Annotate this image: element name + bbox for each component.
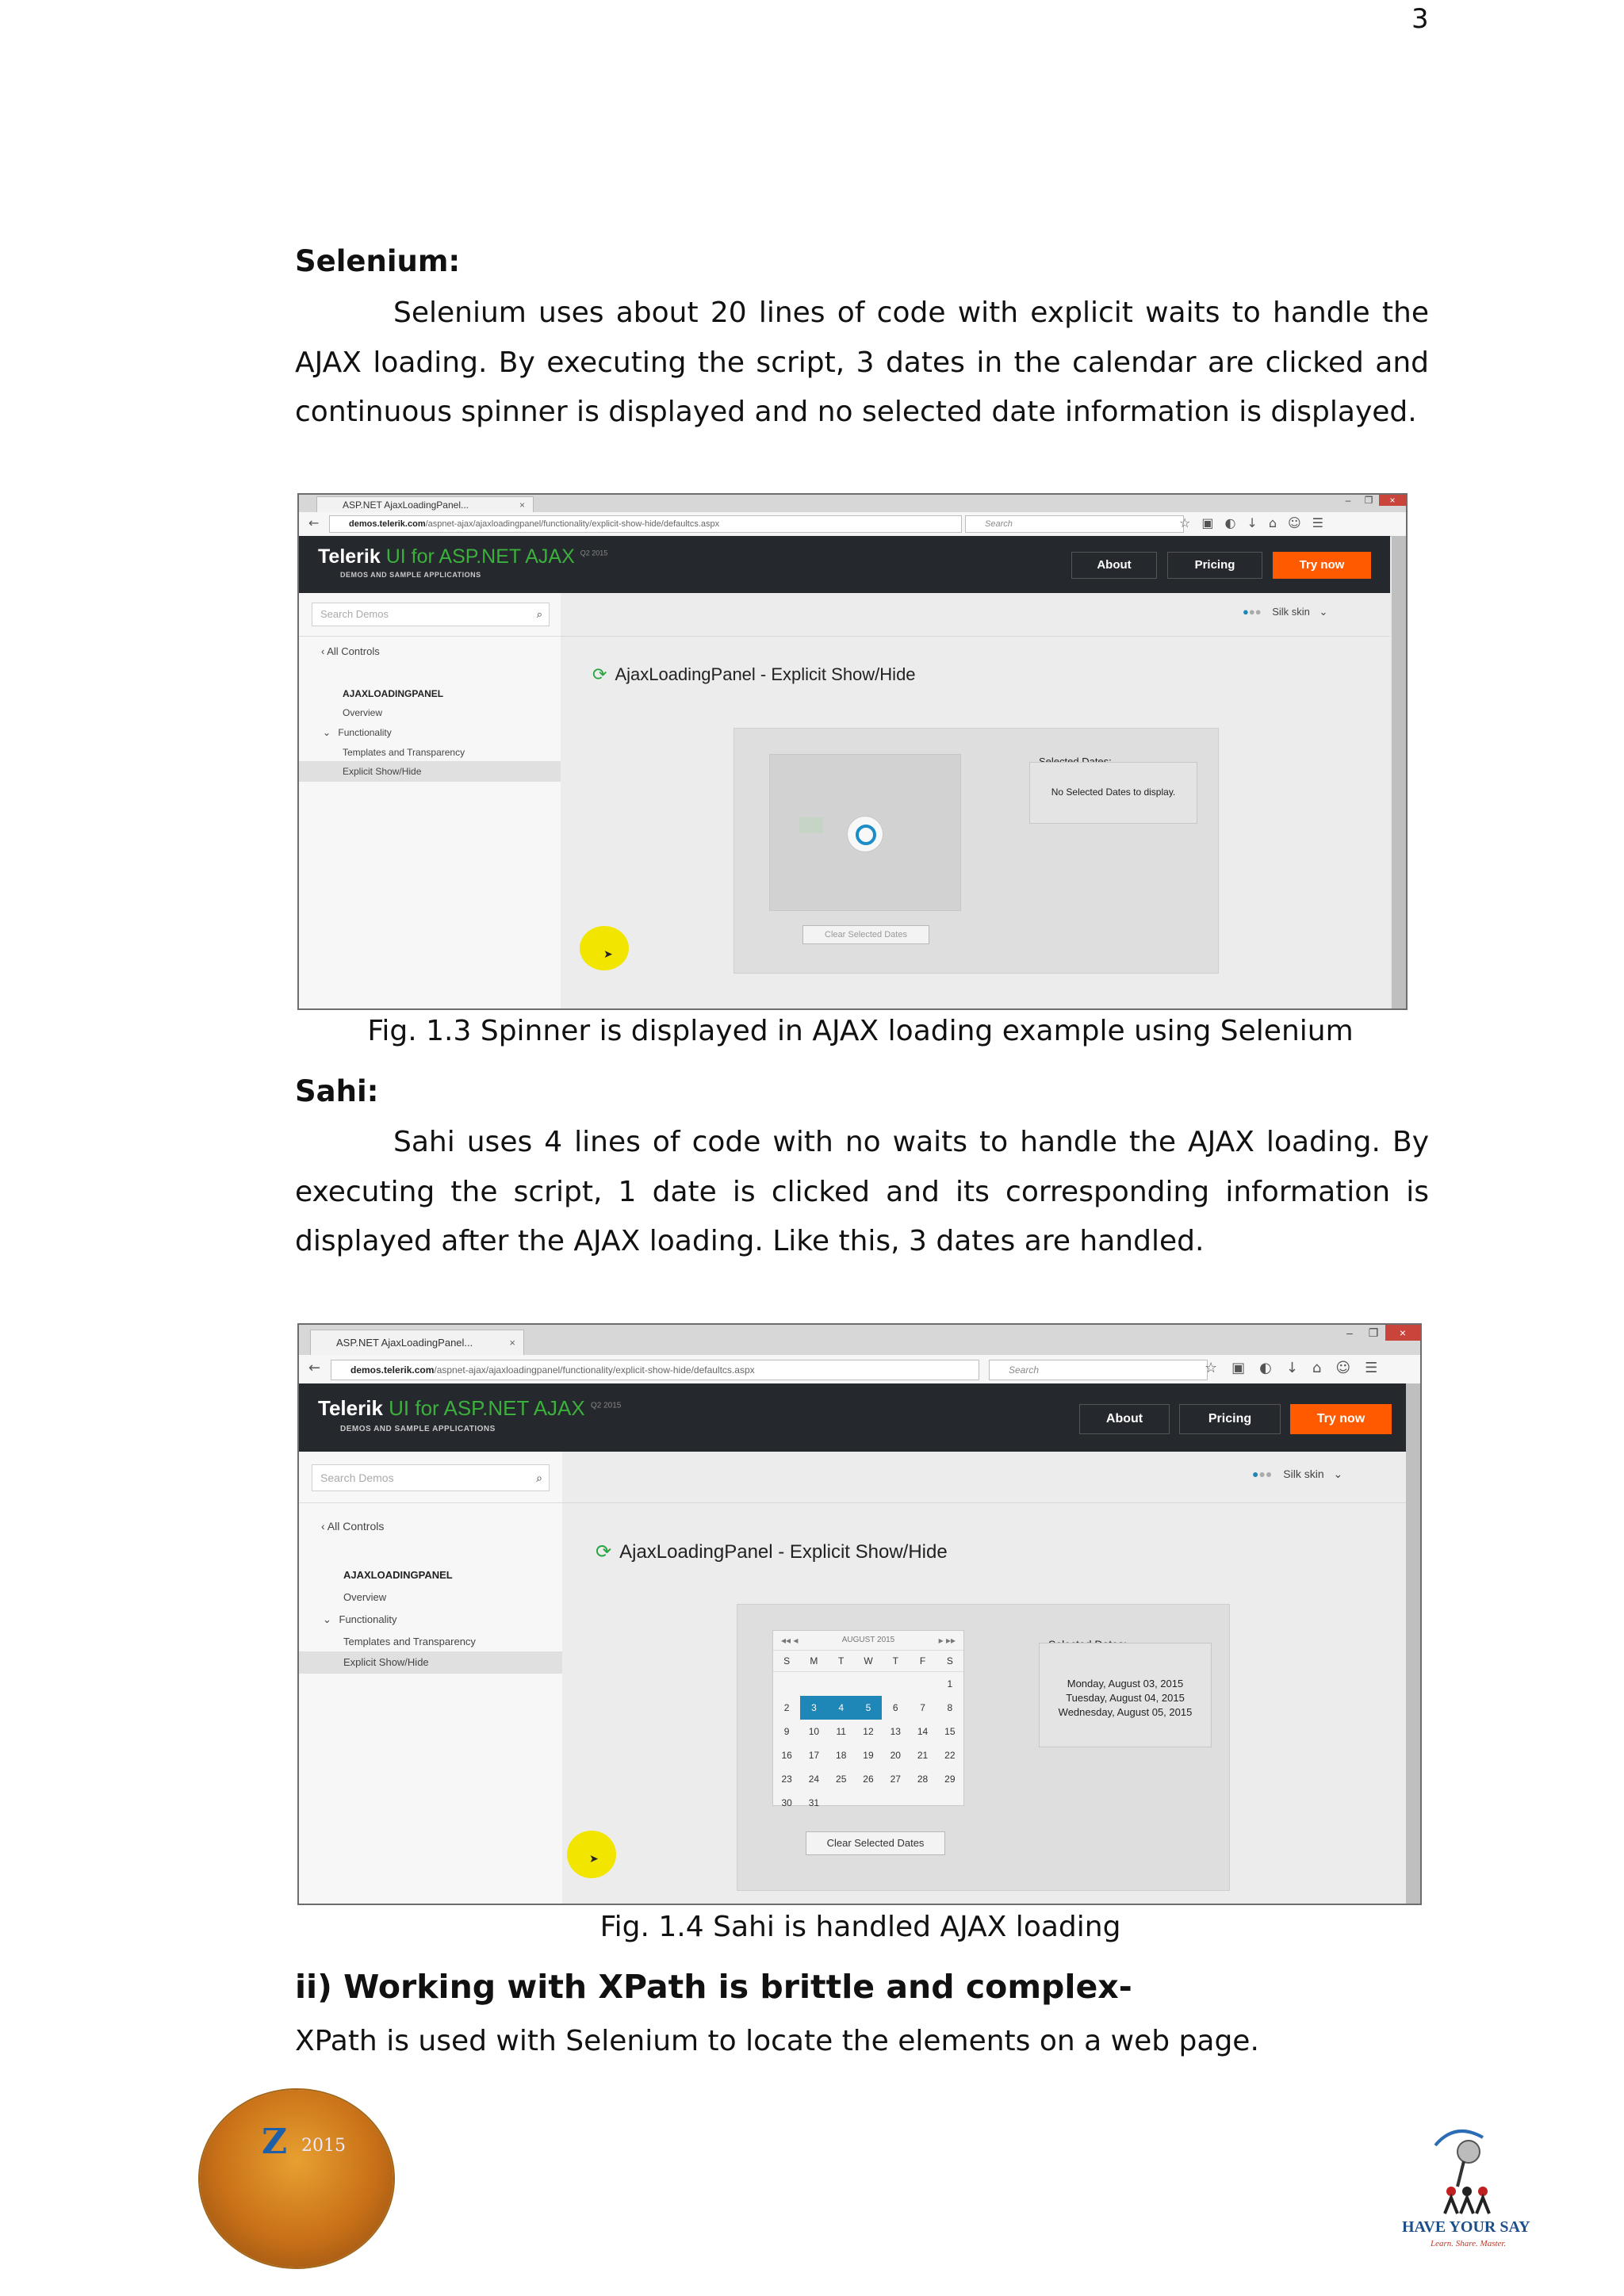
calendar-weekday: T — [828, 1651, 855, 1672]
calendar-weekday: M — [800, 1651, 827, 1672]
url-path: /aspnet-ajax/ajaxloadingpanel/functionality/explicit-show-hide/defaultcs.aspx — [425, 519, 720, 529]
browser-tab-bar — [299, 1325, 1420, 1355]
demo-panel — [733, 728, 1219, 974]
clear-selected-dates-button[interactable]: Clear Selected Dates — [806, 1831, 945, 1855]
calendar-month: AUGUST 2015 — [841, 1636, 895, 1644]
calendar-day[interactable]: 31 — [808, 1797, 820, 1808]
logo-subtitle: DEMOS AND SAMPLE APPLICATIONS — [340, 571, 481, 579]
calendar-day[interactable]: 27 — [890, 1774, 901, 1785]
browser-search-input[interactable]: Search — [965, 515, 1184, 533]
demo-title-text: AjaxLoadingPanel - Explicit Show/Hide — [619, 1541, 948, 1563]
figure-1-3-caption: Fig. 1.3 Spinner is displayed in AJAX loading example using Selenium — [367, 1015, 1354, 1047]
url-host: demos.telerik.com — [349, 519, 426, 529]
selenium-paragraph — [295, 289, 1429, 438]
close-tab-icon[interactable]: × — [519, 499, 525, 511]
scrollbar[interactable] — [1406, 1383, 1420, 1904]
skin-label: Silk skin — [1272, 606, 1310, 618]
calendar-weekday: T — [882, 1651, 909, 1672]
calendar-day[interactable]: 8 — [947, 1702, 953, 1713]
calendar-body — [773, 1672, 963, 1816]
calendar-day[interactable]: 11 — [836, 1726, 846, 1737]
xpath-paragraph: XPath is used with Selenium to locate the elements on a web page. — [295, 2025, 1259, 2057]
calendar-day[interactable]: 9 — [783, 1726, 790, 1737]
sidebar-search-input[interactable] — [312, 603, 550, 626]
calendar-week-row — [773, 1767, 963, 1791]
calendar-day[interactable]: 20 — [890, 1750, 901, 1761]
telerik-header — [299, 1383, 1406, 1452]
calendar-day[interactable]: 22 — [944, 1750, 956, 1761]
chevron-down-icon: ⌄ — [323, 727, 334, 738]
sidebar-search-input[interactable] — [312, 1464, 550, 1491]
calendar-day[interactable]: 10 — [808, 1726, 820, 1737]
skin-dots-icon: ● — [1243, 606, 1249, 618]
url-host: demos.telerik.com — [350, 1364, 435, 1376]
calendar-empty-cell — [773, 1672, 800, 1697]
sidebar-divider — [299, 1502, 562, 1503]
calendar-empty-cell — [855, 1791, 882, 1815]
calendar-week-row — [773, 1720, 963, 1743]
calendar-day[interactable]: 1 — [947, 1678, 953, 1689]
demo-sidebar — [299, 1452, 563, 1904]
search-icon[interactable]: ⌕ — [536, 1471, 542, 1484]
content-divider — [562, 1502, 1406, 1503]
skin-selector[interactable]: ●●● Silk skin ⌄ — [1252, 1468, 1343, 1480]
browser-toolbar — [299, 1355, 1420, 1384]
logo-subtitle: DEMOS AND SAMPLE APPLICATIONS — [340, 1425, 496, 1433]
calendar-day[interactable]: 25 — [836, 1774, 847, 1785]
sidebar-item-templates[interactable]: Templates and Transparency — [343, 1636, 476, 1647]
content-divider — [561, 636, 1390, 637]
refresh-icon: ⟳ — [592, 664, 607, 684]
demo-content — [562, 1452, 1406, 1904]
microphone-people-icon — [1396, 2122, 1538, 2217]
sidebar-section-title: AJAXLOADINGPANEL — [343, 1569, 453, 1581]
selenium-paragraph-text: Selenium uses about 20 lines of code with explicit waits to handle the AJAX loading. By executing the script, 3 dates in the calendar are clicked and continuous spinner is displayed and no selected date information is displayed. — [295, 297, 1429, 429]
sidebar-search-placeholder: Search Demos — [320, 1471, 394, 1484]
calendar-weekday: S — [936, 1651, 963, 1672]
demo-title-text: AjaxLoadingPanel - Explicit Show/Hide — [615, 664, 916, 684]
cursor-highlight — [567, 1831, 616, 1878]
close-tab-icon[interactable]: × — [509, 1337, 515, 1349]
mouse-pointer-icon: ➤ — [603, 948, 613, 961]
try-now-button[interactable]: Try now — [1290, 1404, 1392, 1434]
calendar-empty-cell — [828, 1791, 855, 1815]
sidebar-item-functionality[interactable] — [323, 727, 392, 738]
z-logo-icon: Z — [262, 2122, 288, 2162]
calendar-empty-cell — [909, 1672, 936, 1697]
calendar-day[interactable]: 17 — [808, 1750, 820, 1761]
browser-tab-bar — [299, 495, 1406, 512]
page-number: 3 — [1411, 3, 1429, 35]
back-arrow-icon[interactable]: ← — [308, 515, 320, 530]
restore-icon[interactable]: ❐ — [1364, 495, 1373, 506]
browser-tab[interactable] — [316, 496, 534, 513]
minimize-icon[interactable]: – — [1345, 495, 1351, 506]
calendar-empty-cell — [936, 1791, 963, 1815]
chevron-down-icon: ⌄ — [1319, 606, 1328, 618]
window-controls — [1338, 495, 1406, 506]
mouse-pointer-icon: ➤ — [589, 1853, 599, 1866]
tab-title: ASP.NET AjaxLoadingPanel... — [336, 1337, 473, 1349]
calendar-day[interactable]: 7 — [920, 1702, 925, 1713]
browser-tab[interactable] — [310, 1330, 524, 1356]
scrollbar[interactable] — [1392, 536, 1406, 1008]
selected-dates-box: Monday, August 03, 2015 Tuesday, August 04, 2015 Wednesday, August 05, 2015 — [1039, 1643, 1212, 1747]
tab-title: ASP.NET AjaxLoadingPanel... — [343, 499, 469, 511]
sahi-paragraph-text: Sahi uses 4 lines of code with no waits to handle the AJAX loading. By executing the script, 1 date is clicked and its corresponding information is displayed after the AJAX loading. Like this, 3 dates are handled. — [295, 1126, 1429, 1258]
left-logo-year: 2015 — [301, 2136, 346, 2156]
back-arrow-icon[interactable]: ← — [308, 1360, 321, 1376]
calendar-empty-cell — [855, 1672, 882, 1697]
skin-dots-icon: ● — [1252, 1468, 1259, 1480]
calendar-day[interactable]: 13 — [890, 1726, 901, 1737]
calendar-next-icons[interactable]: ▸ ▸▸ — [938, 1635, 956, 1646]
functionality-label: Functionality — [339, 1613, 397, 1625]
browser-toolbar — [299, 512, 1406, 537]
calendar-header — [773, 1631, 963, 1651]
restore-icon[interactable]: ❐ — [1368, 1326, 1379, 1339]
calendar-grid — [773, 1651, 963, 1815]
calendar-day[interactable]: 26 — [863, 1774, 874, 1785]
browser-toolbar-icons[interactable]: ☆▣◐↓⌂☺☰ — [1179, 515, 1335, 530]
calendar-day[interactable]: 14 — [917, 1726, 929, 1737]
calendar-prev-icons[interactable]: ◂◂ ◂ — [781, 1635, 799, 1646]
calendar-day[interactable]: 16 — [781, 1750, 792, 1761]
all-controls-link[interactable] — [321, 1520, 384, 1533]
calendar-weekday: S — [773, 1651, 800, 1672]
skin-label: Silk skin — [1283, 1468, 1324, 1480]
close-window-icon[interactable]: × — [1385, 1325, 1420, 1341]
sidebar-search-placeholder: Search Demos — [320, 608, 389, 620]
left-conference-logo — [200, 2090, 393, 2267]
sidebar-item-templates[interactable]: Templates and Transparency — [343, 747, 465, 758]
sahi-paragraph — [295, 1118, 1429, 1267]
chevron-down-icon: ⌄ — [1333, 1468, 1343, 1480]
search-icon[interactable]: ⌕ — [536, 608, 542, 620]
about-button[interactable]: About — [1071, 552, 1157, 579]
logo-brand: Telerik — [318, 545, 381, 568]
sahi-heading: Sahi: — [295, 1074, 379, 1108]
sidebar-divider — [299, 636, 561, 637]
functionality-label: Functionality — [338, 727, 392, 738]
all-controls-label: All Controls — [327, 1520, 385, 1533]
demo-title — [592, 664, 916, 685]
logo-product: UI for ASP.NET AJAX — [385, 545, 575, 568]
close-window-icon[interactable]: × — [1379, 495, 1406, 506]
sidebar-item-overview[interactable]: Overview — [343, 707, 383, 718]
calendar-day[interactable]: 23 — [781, 1774, 792, 1785]
window-controls — [1338, 1325, 1420, 1341]
calendar-day[interactable]: 15 — [944, 1726, 956, 1737]
logo-product: UI for ASP.NET AJAX — [389, 1396, 585, 1420]
address-bar[interactable] — [331, 1360, 979, 1380]
about-button[interactable]: About — [1079, 1404, 1170, 1434]
calendar-day[interactable]: 19 — [863, 1750, 874, 1761]
calendar-faded-cell — [799, 817, 823, 833]
calendar-day[interactable]: 18 — [836, 1750, 847, 1761]
demo-panel — [737, 1604, 1230, 1891]
calendar-week-row — [773, 1791, 963, 1815]
calendar-day[interactable]: 21 — [917, 1750, 929, 1761]
pricing-button[interactable]: Pricing — [1179, 1404, 1281, 1434]
xpath-heading: ii) Working with XPath is brittle and complex- — [295, 1968, 1132, 2006]
calendar-day[interactable]: 6 — [892, 1702, 898, 1713]
telerik-header — [299, 536, 1390, 593]
calendar-week-row — [773, 1696, 963, 1720]
calendar-day[interactable]: 24 — [808, 1774, 820, 1785]
selenium-heading: Selenium: — [295, 244, 461, 278]
calendar-day[interactable]: 28 — [917, 1774, 929, 1785]
figure-1-3-screenshot — [297, 493, 1408, 1010]
calendar-empty-cell — [800, 1672, 827, 1697]
calendar-weekday-row — [773, 1651, 963, 1672]
clear-selected-dates-button[interactable]: Clear Selected Dates — [802, 925, 929, 944]
calendar-empty-cell — [909, 1791, 936, 1815]
all-controls-link[interactable] — [321, 645, 380, 657]
calendar-day[interactable]: 4 — [828, 1696, 855, 1720]
right-logo-title: HAVE YOUR SAY — [1402, 2218, 1530, 2236]
address-bar[interactable] — [329, 515, 962, 533]
calendar-week-row — [773, 1672, 963, 1697]
try-now-button[interactable]: Try now — [1273, 552, 1371, 579]
refresh-icon: ⟳ — [596, 1541, 612, 1563]
telerik-logo[interactable] — [318, 1396, 621, 1421]
logo-version: Q2 2015 — [580, 549, 608, 557]
pricing-button[interactable]: Pricing — [1167, 552, 1262, 579]
calendar-weekday: W — [855, 1651, 882, 1672]
calendar[interactable] — [772, 1630, 964, 1806]
figure-1-4-caption: Fig. 1.4 Sahi is handled AJAX loading — [599, 1911, 1121, 1943]
calendar-empty-cell — [882, 1791, 909, 1815]
calendar-week-row — [773, 1743, 963, 1767]
sidebar-item-functionality[interactable] — [323, 1613, 397, 1626]
right-have-your-say-logo — [1396, 2122, 1538, 2256]
demo-sidebar — [299, 593, 561, 1008]
calendar-empty-cell — [828, 1672, 855, 1697]
browser-search-input[interactable]: Search — [989, 1360, 1208, 1380]
calendar-weekday: F — [909, 1651, 936, 1672]
calendar-empty-cell — [882, 1672, 909, 1697]
url-path: /aspnet-ajax/ajaxloadingpanel/functionality/explicit-show-hide/defaultcs.aspx — [434, 1364, 755, 1376]
selected-dates-box: No Selected Dates to display. — [1029, 762, 1197, 824]
cursor-highlight — [580, 926, 629, 970]
demo-content — [561, 593, 1390, 1008]
chevron-left-icon: ‹ — [321, 1520, 327, 1533]
sidebar-item-explicit[interactable]: Explicit Show/Hide — [299, 1651, 562, 1674]
sidebar-section-title: AJAXLOADINGPANEL — [343, 688, 444, 699]
minimize-icon[interactable]: – — [1346, 1326, 1353, 1339]
telerik-logo[interactable] — [318, 545, 607, 568]
sidebar-item-explicit[interactable]: Explicit Show/Hide — [299, 761, 561, 782]
calendar-day[interactable]: 12 — [863, 1726, 874, 1737]
calendar-day[interactable]: 30 — [781, 1797, 792, 1808]
calendar-day[interactable]: 29 — [944, 1774, 956, 1785]
figure-1-4-screenshot — [297, 1323, 1422, 1905]
browser-toolbar-icons[interactable]: ☆▣◐↓⌂☺☰ — [1205, 1360, 1392, 1376]
chevron-left-icon: ‹ — [321, 645, 327, 657]
skin-selector[interactable]: ●●● Silk skin ⌄ — [1243, 606, 1328, 618]
all-controls-label: All Controls — [327, 645, 380, 657]
demo-title — [596, 1540, 948, 1563]
calendar-day[interactable]: 2 — [783, 1702, 790, 1713]
calendar-day[interactable]: 5 — [855, 1696, 882, 1720]
loading-spinner-icon — [856, 825, 876, 845]
right-logo-tagline: Learn. Share. Master. — [1431, 2239, 1507, 2248]
calendar-day[interactable]: 3 — [800, 1696, 827, 1720]
loading-spinner-frame — [847, 816, 883, 852]
logo-version: Q2 2015 — [590, 1401, 622, 1410]
logo-brand: Telerik — [318, 1396, 383, 1420]
chevron-down-icon: ⌄ — [323, 1613, 335, 1625]
sidebar-item-overview[interactable]: Overview — [343, 1591, 387, 1603]
